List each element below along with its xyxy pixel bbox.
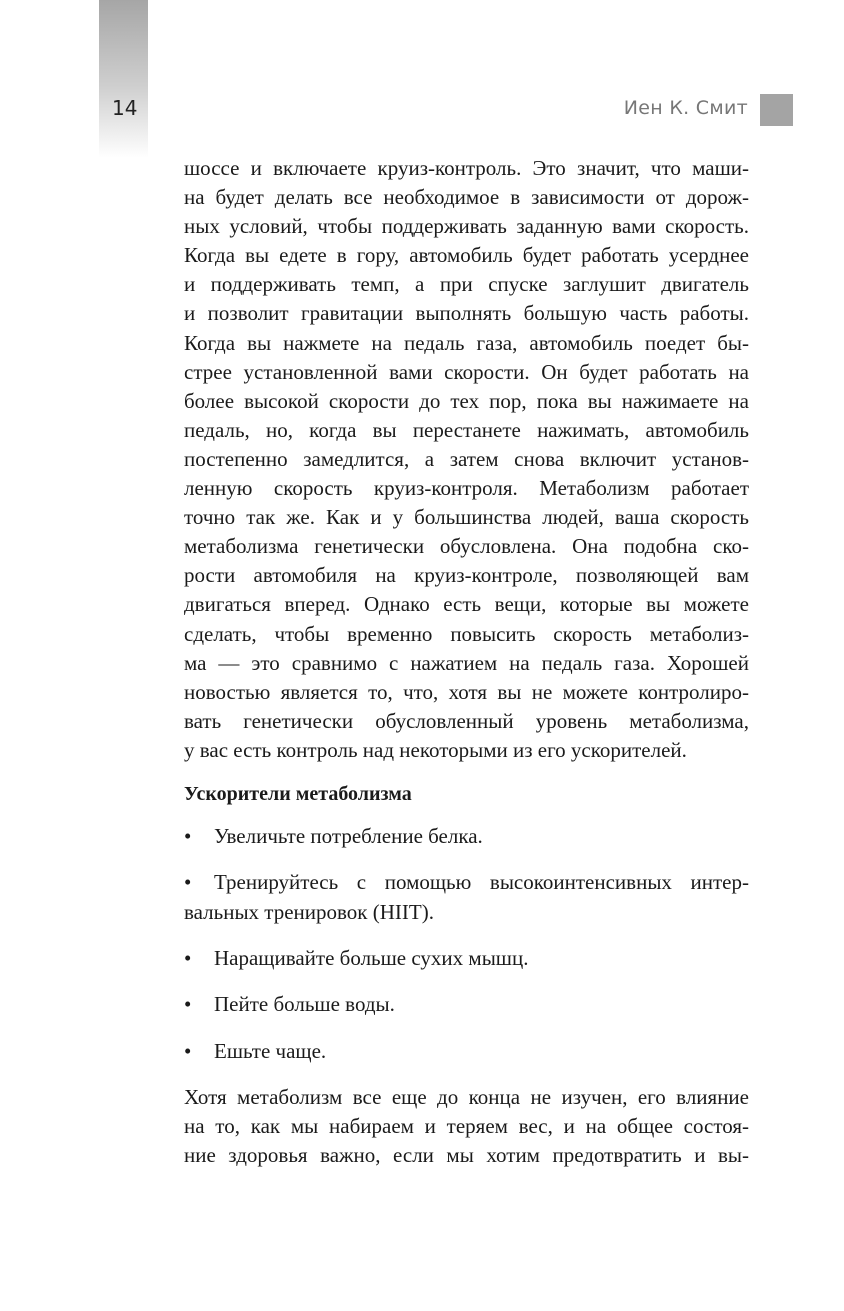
paragraph-body <box>184 154 749 765</box>
bullet-icon: • <box>184 946 192 970</box>
bullet-icon: • <box>184 1039 192 1063</box>
bullet-item: • Ешьте чаще. <box>184 1036 749 1066</box>
text-line: у вас есть контроль над некоторыми из его ускорителей. <box>184 737 687 762</box>
text-line: метаболизма генетически обусловлена. Она подобна ско- <box>184 534 749 559</box>
text-line: точно так же. Как и у большинства людей, ваша скорость <box>184 505 749 530</box>
text-line: Хотя метаболизм все еще до конца не изучен, его влияние <box>184 1085 749 1109</box>
text-line: на будет делать все необходимое в зависимости от дорож- <box>184 185 749 210</box>
paragraph-body <box>184 1083 749 1170</box>
text-line: и поддерживать темп, а при спуске заглушит двигатель <box>184 272 749 297</box>
text-line: педаль, но, когда вы перестанете нажимать, автомобиль <box>184 417 749 442</box>
text-line: Когда вы нажмете на педаль газа, автомобиль поедет бы- <box>184 330 749 355</box>
text-line: рости автомобиля на круиз-контроле, позволяющей вам <box>184 563 749 588</box>
running-header-author: Иен К. Смит <box>623 97 748 119</box>
bullet-item: • Тренируйтесь с помощью высокоинтенсивных интер- вальных тренировок (HIIT). <box>184 867 749 927</box>
bullet-icon: • <box>184 824 192 848</box>
bullet-icon: • <box>184 992 192 1016</box>
bullet-item: • Наращивайте больше сухих мышц. <box>184 943 749 973</box>
text-line: Когда вы едете в гору, автомобиль будет работать усерднее <box>184 243 749 268</box>
text-line: на то, как мы набираем и теряем вес, и на общее состоя- <box>184 1114 749 1139</box>
text-line: постепенно замедлится, а затем снова включит установ- <box>184 446 749 471</box>
text-line: ние здоровья важно, если мы хотим предотвратить и вы- <box>184 1143 749 1168</box>
text-line: вать генетически обусловленный уровень метаболизма, <box>184 708 749 733</box>
text-line: более высокой скорости до тех пор, пока вы нажимаете на <box>184 388 749 413</box>
page-number: 14 <box>112 96 138 120</box>
bullet-icon: • <box>184 870 192 894</box>
text-line: новостью является то, что, хотя вы не можете контролиро- <box>184 679 749 704</box>
text-line: сделать, чтобы временно повысить скорость метаболиз- <box>184 621 749 646</box>
header-marker <box>760 94 793 126</box>
text-line: стрее установленной вами скорости. Он будет работать на <box>184 359 749 384</box>
section-heading: Ускорители метаболизма <box>184 783 412 805</box>
text-line: и позволит гравитации выполнять большую часть работы. <box>184 301 749 326</box>
page-edge-bar <box>99 0 148 158</box>
bullet-item: • Увеличьте потребление белка. <box>184 821 749 851</box>
text-line: ма — это сравнимо с нажатием на педаль газа. Хорошей <box>184 650 749 675</box>
text-line: ных условий, чтобы поддерживать заданную вами скорость. <box>184 214 749 239</box>
bullet-item: • Пейте больше воды. <box>184 989 749 1019</box>
text-line: шоссе и включаете круиз-контроль. Это значит, что маши- <box>184 156 749 180</box>
text-line: двигаться вперед. Однако есть вещи, которые вы можете <box>184 592 749 617</box>
text-line: ленную скорость круиз-контроля. Метаболизм работает <box>184 476 749 501</box>
